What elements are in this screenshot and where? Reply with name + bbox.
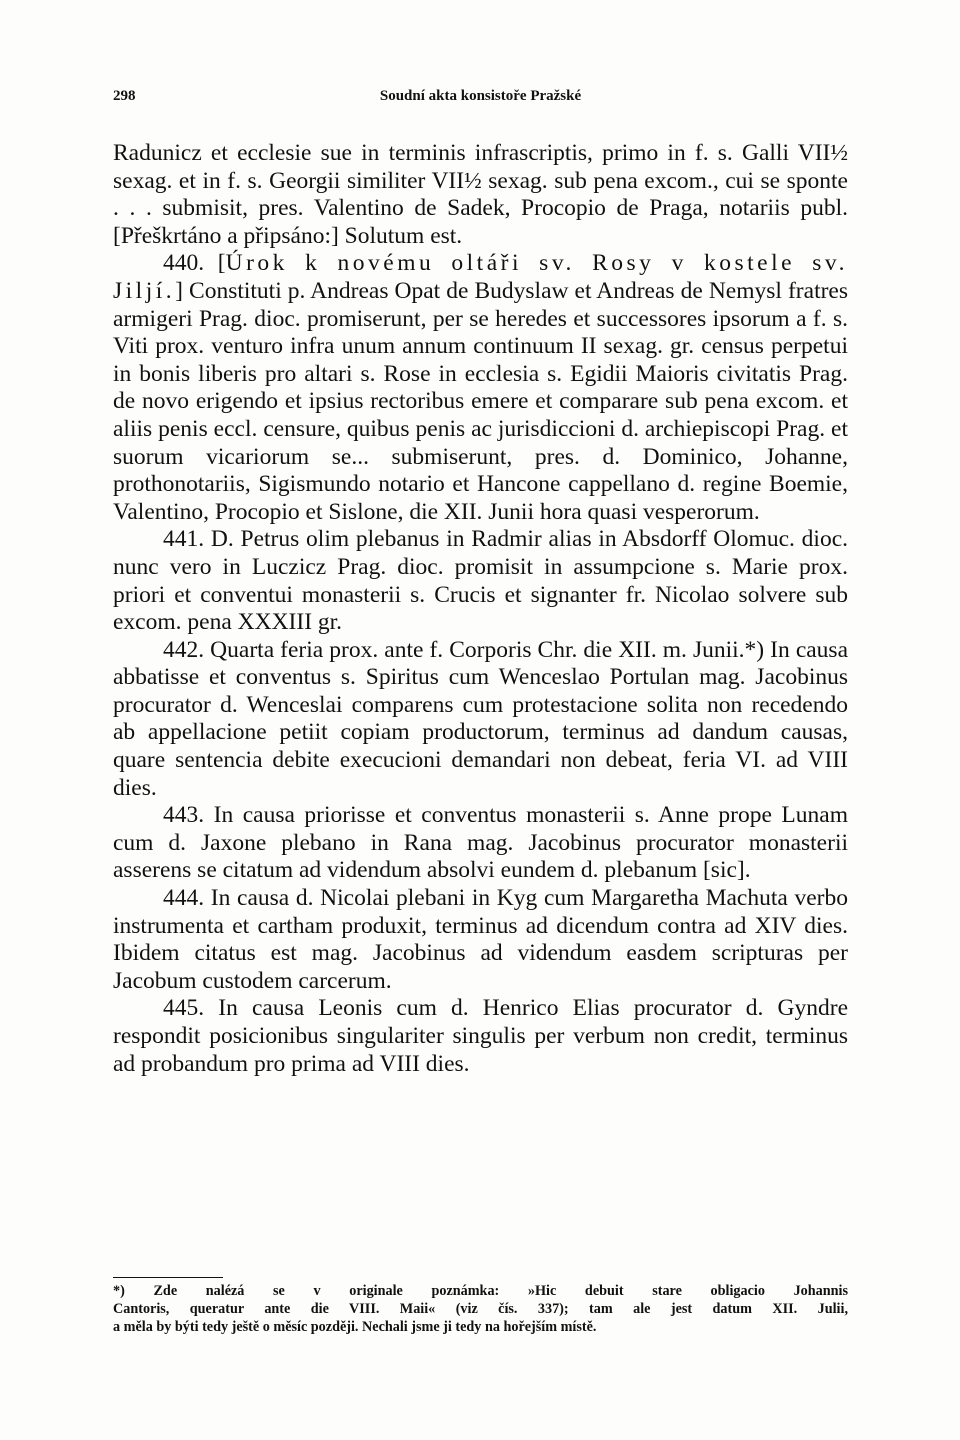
body-text [113, 140, 848, 1078]
footnote-divider [113, 1277, 223, 1278]
paragraph-continuation: Radunicz et ecclesie sue in terminis infrascriptis, primo in f. s. Galli VII½ sexag. et in f. s. Georgii similiter VII½ sexag. sub pena excom., cui se sponte . . . submisit, pres. Valentino de Sadek, Procopio de Praga, notariis publ. [Přeškrtáno a připsáno:] Solutum est. [113, 140, 848, 249]
entry-445: 445. In causa Leonis cum d. Henrico Elias procurator d. Gyndre respondit posicionibus singulariter singulis per verbum non credit, terminus ad probandum pro prima ad VIII dies. [113, 995, 848, 1077]
entry-442: 442. Quarta feria prox. ante f. Corporis Chr. die XII. m. Junii.*) In causa abbatisse et conventus s. Spiritus cum Wenceslao Portulan mag. Jacobinus procurator d. Wenceslai comparens cum protestacione solita non recedendo ab appellacione petiit copiam productorum, terminus ad dandum causas, quare sentencia debite execucioni demandari non debeat, feria VI. ad VIII dies. [113, 636, 848, 801]
entry-444: 444. In causa d. Nicolai plebani in Kyg cum Margaretha Machuta verbo instrumenta et cartham produxit, terminus ad dicendum contra ad XIV dies. Ibidem citatus est mag. Jacobinus ad videndum easdem scripturas per Jacobum custodem carcerum. [113, 885, 848, 994]
entry-441: 441. D. Petrus olim plebanus in Radmir alias in Absdorff Olomuc. dioc. nunc vero in Luczicz Prag. dioc. promisit in assumpcione s. Marie prox. priori et conventui monasterii s. Crucis et signanter fr. Nicolao solvere sub excom. pena XXXIII gr. [113, 526, 848, 636]
footnote-line: Cantoris, queratur ante die VIII. Maii« (viz čís. 337); tam ale jest datum XII. Julii, [113, 1301, 848, 1317]
page-number: 298 [113, 88, 136, 104]
entry-440-text: ] Constituti p. Andreas Opat de Budyslaw et Andreas de Nemysl fratres armigeri Prag. dioc. promiserunt, per se heredes et successores ipsorum a f. s. Viti prox. venturo infra unum annum continuum II sexag. gr. census perpetui in bonis liberis pro altari s. Rose in ecclesia s. Egidii Maioris civitatis Prag. de novo erigendo et ipsius rectoribus emere et comparare sub pena excom. et aliis penis eccl. censure, quibus penis ac jurisdiccioni d. archiepiscopi Prag. et suorum vicariorum se... submiserunt, pres. d. Dominico, Johanne, prothonotariis, Sigismundo notario et Hancone cappellano d. regine Boemie, Valentino, Procopio et Sislone, die XII. Junii hora quasi vesperorum. [113, 277, 848, 525]
entry-443: 443. In causa priorisse et conventus monasterii s. Anne prope Lunam cum d. Jaxone plebano in Rana mag. Jacobinus procurator monasterii asserens se citatum ad videndum absolvi eundem d. plebanum [sic]. [113, 802, 848, 884]
footnote-line: *) Zde nalézá se v originale poznámka: »Hic debuit stare obligacio Johannis [113, 1283, 848, 1299]
entry-440-number: 440. [ [163, 250, 226, 277]
running-head [113, 88, 848, 112]
entry-440 [113, 250, 848, 526]
footnote-line: a měla by býti tedy ještě o měsíc později. Nechali jsme ji tedy na hořejším místě. [113, 1319, 597, 1335]
entry-440-spaced-title: Úrok k novému oltáři sv. Rosy v kostele sv. Jiljí. [113, 250, 848, 304]
footnote [113, 1282, 848, 1336]
running-title: Soudní akta konsistoře Pražské [379, 88, 582, 104]
